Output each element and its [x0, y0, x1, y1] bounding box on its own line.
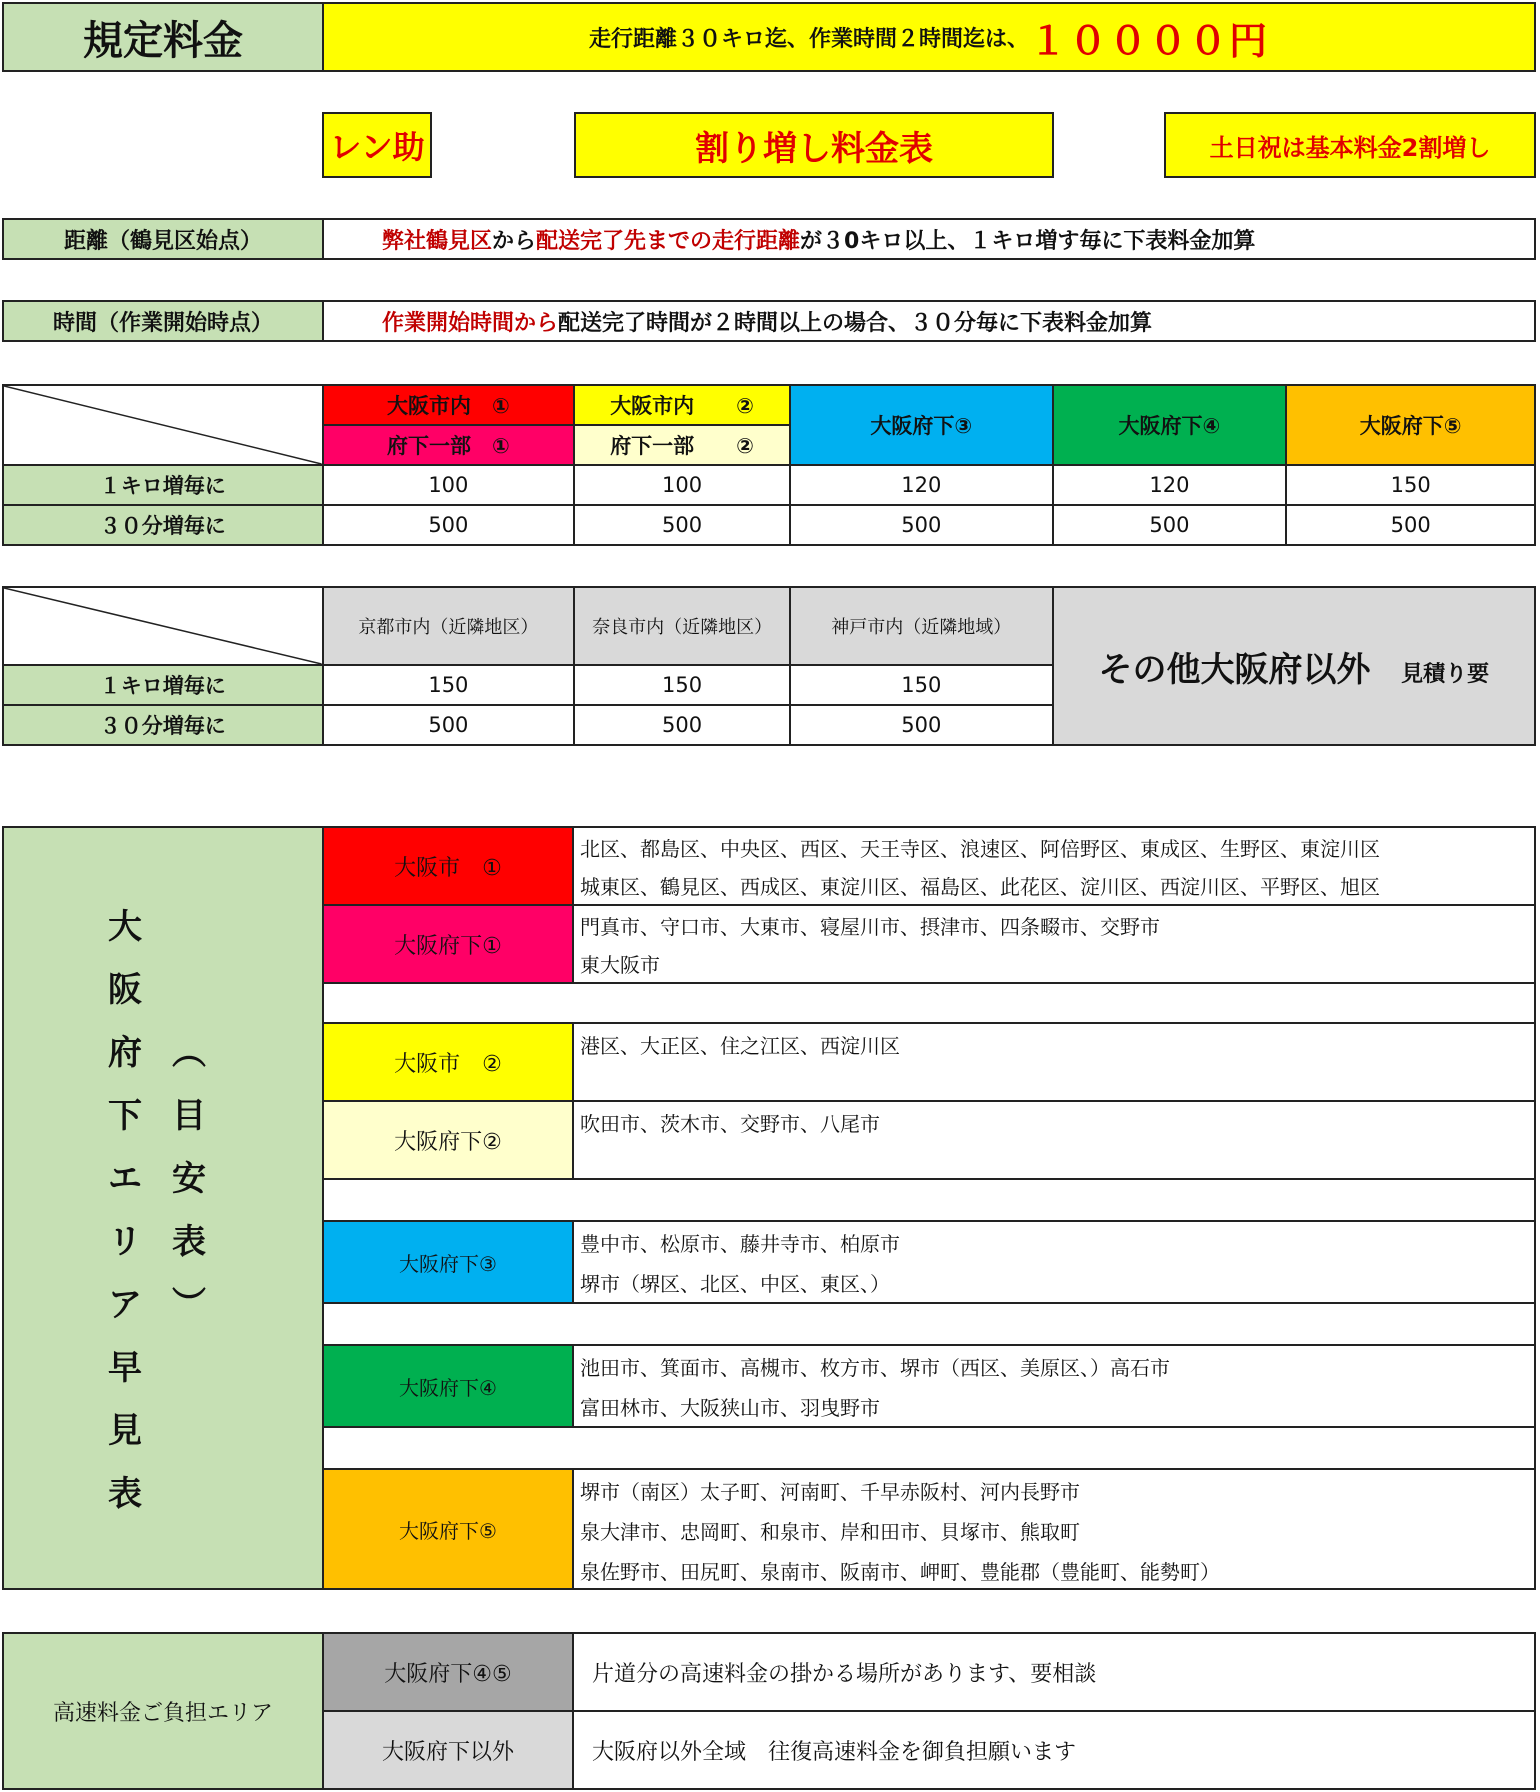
distance-label: 距離（鶴見区始点）: [63, 228, 262, 254]
area-line: 東大阪市: [580, 953, 660, 977]
area-line: 池田市、箕面市、高槻市、枚方市、堺市（西区、美原区、）高石市: [580, 1356, 1170, 1380]
area-subtitle-char: 目: [172, 1096, 206, 1136]
col-osaka-city-2: 大阪市内 ②: [574, 385, 790, 425]
area-row-osaka-pref-4: [322, 1344, 1536, 1428]
highway-title-cell: [2, 1632, 324, 1790]
base-price-cell: [322, 2, 1536, 72]
area-line: 門真市、守口市、大東市、寝屋川市、摂津市、四条畷市、交野市: [580, 915, 1160, 939]
surcharge-table-outside: [2, 586, 1536, 746]
table-cell: 500: [790, 505, 1053, 545]
header-title: 規定料金: [83, 17, 243, 64]
other-area-label: その他大阪府以外: [1098, 649, 1371, 690]
table-cell: 150: [1286, 465, 1535, 505]
area-label: 大阪府下①: [324, 906, 574, 982]
time-label-cell: [2, 300, 324, 342]
col-osaka-pref-3: 大阪府下③: [790, 385, 1053, 465]
area-subtitle-char: ︵: [172, 1033, 206, 1073]
table-cell: 150: [323, 665, 575, 705]
brand-banner: [322, 112, 432, 178]
col-osaka-city-1: 大阪市内 ①: [323, 385, 575, 425]
table-row: [3, 505, 1535, 545]
area-title-char: 早: [108, 1348, 142, 1388]
table-cell: 100: [323, 465, 575, 505]
time-label: 時間（作業開始時点）: [52, 310, 273, 336]
table-cell: 500: [574, 505, 790, 545]
highway-row1-label-cell: [322, 1632, 574, 1712]
diagonal-line: [4, 588, 322, 664]
row-label: １キロ増毎に: [3, 465, 323, 505]
highway-row2-text: 大阪府以外全域 往復高速料金を御負担願います: [592, 1739, 1077, 1765]
area-title-char: 見: [108, 1411, 142, 1451]
area-subtitle-vertical: [172, 1022, 206, 1337]
col-osaka-pref-4: 大阪府下④: [1053, 385, 1287, 465]
table-cell: 120: [1053, 465, 1287, 505]
table-cell: 100: [574, 465, 790, 505]
area-label: 大阪府下⑤: [324, 1470, 574, 1588]
row-label: ３０分増毎に: [3, 505, 323, 545]
area-text: [574, 1222, 1534, 1302]
area-line: 泉大津市、忠岡町、和泉市、岸和田市、貝塚市、熊取町: [580, 1520, 1080, 1544]
highway-row1-text: 片道分の高速料金の掛かる場所があります、要相談: [592, 1661, 1097, 1687]
highway-row1-text-cell: [572, 1632, 1536, 1712]
highway-row2-label: 大阪府下以外: [381, 1739, 514, 1765]
table-row: [3, 465, 1535, 505]
time-rule-part1: 作業開始時間から: [382, 310, 559, 336]
area-title-char: リ: [108, 1222, 142, 1262]
area-line: 堺市（南区）太子町、河南町、千早赤阪村、河内長野市: [580, 1480, 1080, 1504]
col-pref-part-1: 府下一部 ①: [323, 425, 575, 465]
col-osaka-pref-5: 大阪府下⑤: [1286, 385, 1535, 465]
distance-label-cell: [2, 218, 324, 260]
base-price-amount: １００００円: [1029, 18, 1270, 63]
row-label: ３０分増毎に: [3, 705, 323, 745]
area-line: 北区、都島区、中央区、西区、天王寺区、浪速区、阿倍野区、東成区、生野区、東淀川区: [580, 837, 1380, 861]
area-line: 豊中市、松原市、藤井寺市、柏原市: [580, 1232, 900, 1256]
area-label: 大阪府下②: [324, 1102, 574, 1178]
area-line: 吹田市、茨木市、交野市、八尾市: [580, 1112, 880, 1136]
area-label: 大阪市 ②: [324, 1024, 574, 1100]
area-spacer: [322, 1302, 1536, 1346]
area-title-char: 府: [108, 1033, 142, 1073]
header-title-cell: [2, 2, 324, 72]
distance-rule-cell: [322, 218, 1536, 260]
table-cell: 150: [574, 665, 790, 705]
diagonal-line: [4, 386, 322, 464]
area-title-char: 大: [108, 907, 142, 947]
highway-row2-label-cell: [322, 1710, 574, 1790]
table-cell: 150: [790, 665, 1053, 705]
distance-rule-part4: が３0キロ以上、１キロ増す毎に下表料金加算: [800, 228, 1256, 254]
area-label: 大阪府下④: [324, 1346, 574, 1426]
col-pref-part-2: 府下一部 ②: [574, 425, 790, 465]
base-price-text: 走行距離３０キロ迄、作業時間２時間迄は、: [588, 26, 1029, 52]
weekend-note: 土日祝は基本料金2割増し: [1209, 133, 1491, 162]
area-title-char: ア: [108, 1285, 142, 1325]
highway-title: 高速料金ご負担エリア: [52, 1700, 273, 1726]
area-line: 港区、大正区、住之江区、西淀川区: [580, 1034, 900, 1058]
brand-name: レン助: [329, 128, 425, 166]
area-row-osaka-city-2: [322, 1022, 1536, 1102]
area-title-char: 表: [108, 1474, 142, 1514]
area-line: 堺市（堺区、北区、中区、東区、）: [580, 1272, 890, 1296]
table-cell: 500: [574, 705, 790, 745]
area-spacer: [322, 982, 1536, 1024]
area-title-char: エ: [108, 1159, 142, 1199]
table2-corner-cell: [3, 587, 323, 665]
table1-corner-cell: [3, 385, 323, 465]
table-cell: 500: [323, 705, 575, 745]
distance-rule-part2: から: [492, 228, 537, 254]
area-text: [574, 1102, 1534, 1178]
area-subtitle-char: 安: [172, 1159, 206, 1199]
area-title-vertical: [108, 896, 142, 1526]
area-row-osaka-pref-5: [322, 1468, 1536, 1590]
table-title-banner: [574, 112, 1054, 178]
area-title-char: 下: [108, 1096, 142, 1136]
distance-rule-part1: 弊社鶴見区: [382, 228, 493, 254]
table-cell: 500: [1286, 505, 1535, 545]
area-text: [574, 1346, 1534, 1426]
area-spacer: [322, 1178, 1536, 1222]
table-title: 割り増し料金表: [695, 128, 933, 169]
table-cell: 120: [790, 465, 1053, 505]
highway-row1-label: 大阪府下④⑤: [384, 1661, 512, 1687]
area-label: 大阪市 ①: [324, 828, 574, 904]
col-nara: 奈良市内（近隣地区）: [574, 587, 790, 665]
area-text: [574, 1470, 1534, 1588]
row-label: １キロ増毎に: [3, 665, 323, 705]
area-subtitle-char: 表: [172, 1222, 206, 1262]
area-subtitle-char: ︶: [172, 1285, 206, 1325]
area-line: 泉佐野市、田尻町、泉南市、阪南市、岬町、豊能郡（豊能町、能勢町）: [580, 1560, 1220, 1584]
area-side-title: [2, 826, 324, 1590]
table-cell: 500: [790, 705, 1053, 745]
area-line: 富田林市、大阪狭山市、羽曳野市: [580, 1396, 880, 1420]
distance-rule-part3: 配送完了先までの走行距離: [536, 228, 801, 254]
col-kobe: 神戸市内（近隣地域）: [790, 587, 1053, 665]
area-line: 城東区、鶴見区、西成区、東淀川区、福島区、此花区、淀川区、西淀川区、平野区、旭区: [580, 875, 1380, 899]
area-spacer: [322, 1426, 1536, 1470]
area-text: [574, 906, 1534, 982]
area-row-osaka-pref-2: [322, 1100, 1536, 1180]
area-title-char: 阪: [108, 970, 142, 1010]
area-row-osaka-city-1: [322, 826, 1536, 906]
time-rule-part2: 配送完了時間が２時間以上の場合、３０分毎に下表料金加算: [558, 310, 1153, 336]
area-text: [574, 828, 1534, 904]
area-row-osaka-pref-3: [322, 1220, 1536, 1304]
table-cell: 500: [323, 505, 575, 545]
other-area-note: 見積り要: [1401, 661, 1490, 687]
table-cell: 500: [1053, 505, 1287, 545]
weekend-banner: [1164, 112, 1536, 178]
col-kyoto: 京都市内（近隣地区）: [323, 587, 575, 665]
surcharge-table-osaka: [2, 384, 1536, 546]
area-text: [574, 1024, 1534, 1100]
area-label: 大阪府下③: [324, 1222, 574, 1302]
highway-row2-text-cell: [572, 1710, 1536, 1790]
time-rule-cell: [322, 300, 1536, 342]
area-row-osaka-pref-1: [322, 904, 1536, 984]
other-area-cell: [1053, 587, 1535, 745]
